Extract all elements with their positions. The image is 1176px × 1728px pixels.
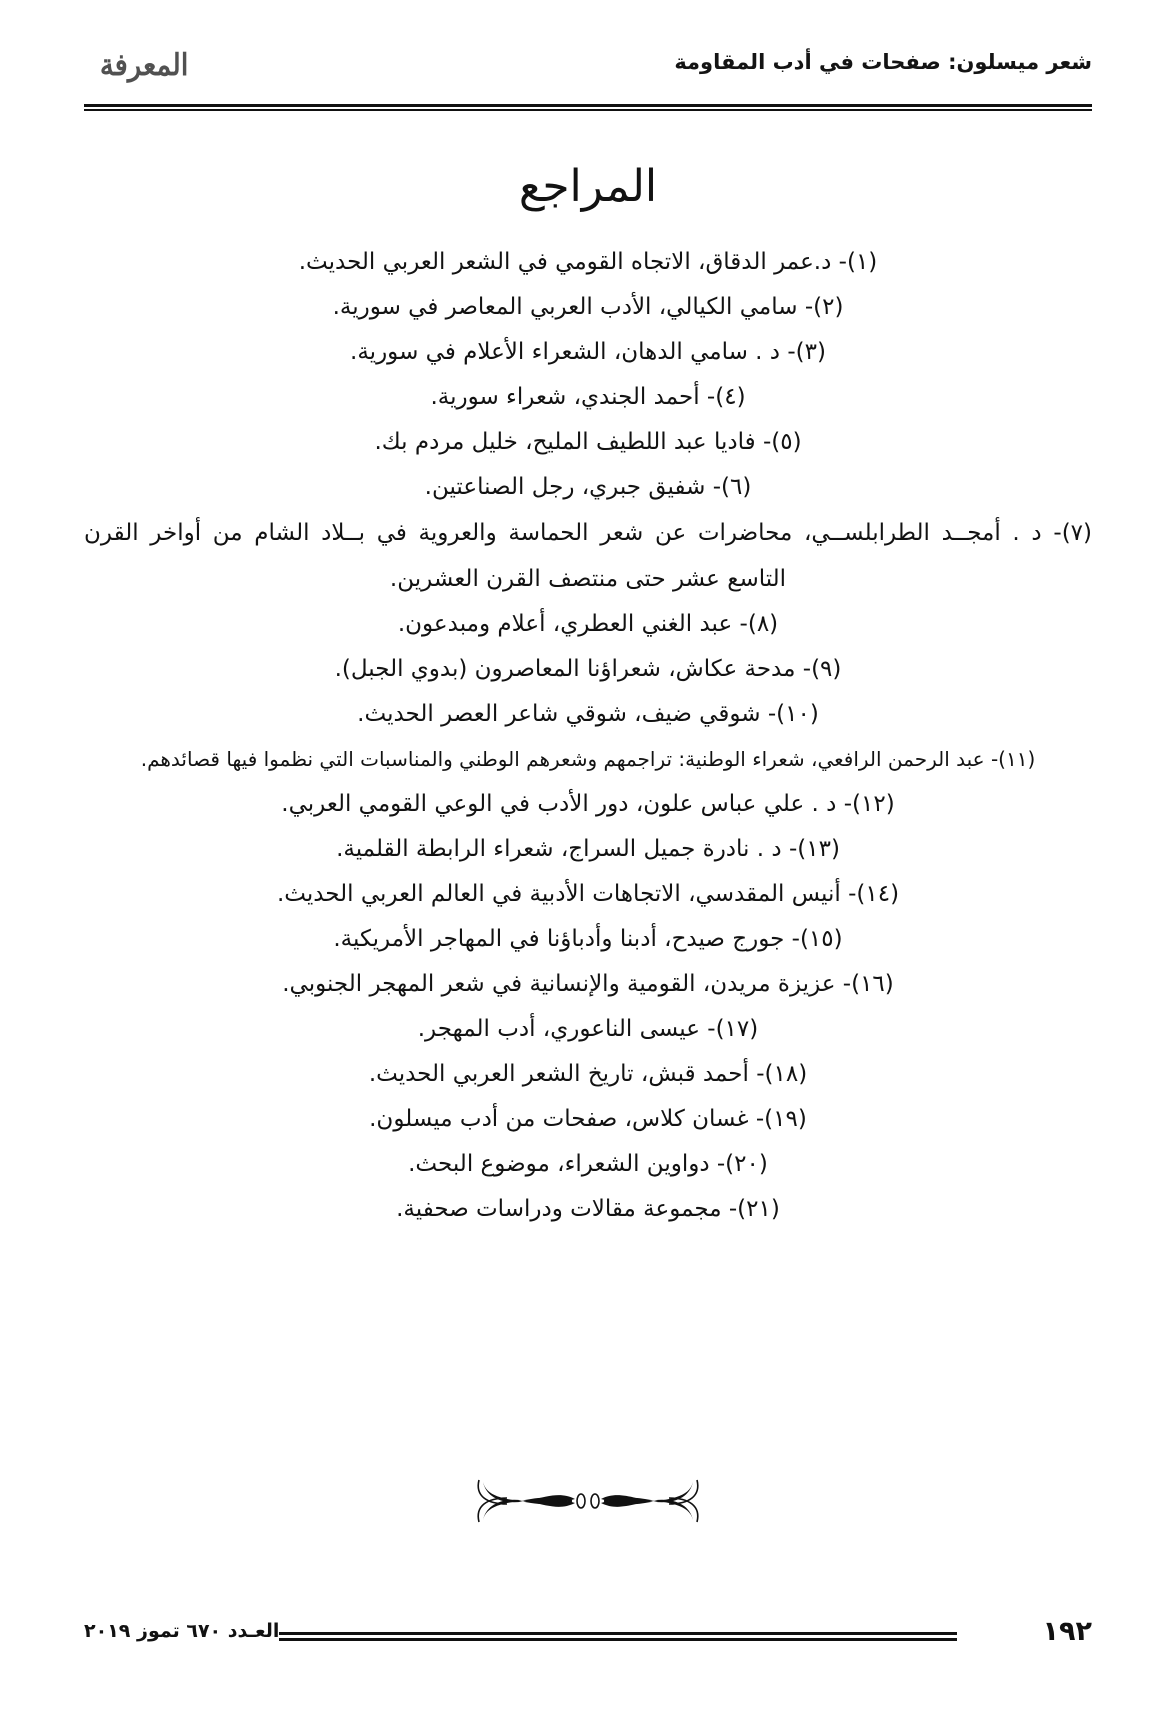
reference-item xyxy=(84,1142,1092,1187)
footer-rule-bottom xyxy=(279,1638,957,1641)
reference-number: (٦)- xyxy=(712,474,752,500)
header-rule-thick xyxy=(84,104,1092,107)
reference-text: عبد الغني العطري، أعلام ومبدعون. xyxy=(397,611,733,637)
reference-item xyxy=(84,420,1092,465)
reference-text: د . سامي الدهان، الشعراء الأعلام في سورية. xyxy=(350,339,781,365)
reference-number: (٢٠)- xyxy=(716,1151,768,1177)
reference-text: د.عمر الدقاق، الاتجاه القومي في الشعر العربي الحديث. xyxy=(298,249,832,275)
masthead-wordmark: المعرفة xyxy=(99,48,189,83)
page-number: ١٩٢ xyxy=(1042,1616,1092,1647)
reference-number: (٨)- xyxy=(739,611,779,637)
reference-number: (١٣)- xyxy=(788,836,840,862)
reference-number: (١٤)- xyxy=(848,881,900,907)
reference-item xyxy=(84,1187,1092,1232)
reference-item xyxy=(84,827,1092,872)
running-head-title: شعر ميسلون: صفحات في أدب المقاومة xyxy=(674,50,1092,74)
reference-item xyxy=(84,510,1092,602)
ornament-divider xyxy=(0,1470,1176,1540)
reference-number: (١٦)- xyxy=(842,971,894,997)
running-head xyxy=(84,46,1092,106)
reference-number: (١٥)- xyxy=(791,926,843,952)
reference-text: أحمد قبش، تاريخ الشعر العربي الحديث. xyxy=(368,1061,749,1087)
issue-label: العـدد ٦٧٠ تموز ٢٠١٩ xyxy=(84,1620,280,1642)
reference-number: (١)- xyxy=(838,249,878,275)
reference-item xyxy=(84,962,1092,1007)
reference-item xyxy=(84,782,1092,827)
footer-divider-rule xyxy=(279,1632,957,1641)
reference-number: (١٧)- xyxy=(707,1016,759,1042)
reference-item xyxy=(84,602,1092,647)
reference-item xyxy=(84,1007,1092,1052)
reference-text: مدحة عكاش، شعراؤنا المعاصرون (بدوي الجبل). xyxy=(334,656,796,682)
reference-text: عيسى الناعوري، أدب المهجر. xyxy=(417,1016,700,1042)
reference-text: غسان كلاس، صفحات من أدب ميسلون. xyxy=(369,1106,749,1132)
reference-number: (٧)- xyxy=(1053,520,1093,546)
reference-text: شفيق جبري، رجل الصناعتين. xyxy=(424,474,706,500)
reference-number: (٩)- xyxy=(802,656,842,682)
reference-text: شوقي ضيف، شوقي شاعر العصر الحديث. xyxy=(357,701,761,727)
reference-item xyxy=(84,465,1092,510)
reference-text: عزيزة مريدن، القومية والإنسانية في شعر المهجر الجنوبي. xyxy=(282,971,836,997)
reference-item xyxy=(84,285,1092,330)
page-footer xyxy=(84,1618,1092,1658)
reference-text: دواوين الشعراء، موضوع البحث. xyxy=(408,1151,710,1177)
reference-text: مجموعة مقالات ودراسات صحفية. xyxy=(396,1196,722,1222)
reference-text: د . علي عباس علون، دور الأدب في الوعي القومي العربي. xyxy=(281,791,837,817)
magazine-logo-icon xyxy=(84,38,204,94)
header-rule-thin xyxy=(84,109,1092,111)
reference-item xyxy=(84,647,1092,692)
reference-number: (١٨)- xyxy=(756,1061,808,1087)
reference-text: جورج صيدح، أدبنا وأدباؤنا في المهاجر الأمريكية. xyxy=(333,926,785,952)
reference-number: (١٩)- xyxy=(755,1106,807,1132)
reference-item xyxy=(84,917,1092,962)
references-list xyxy=(84,240,1092,1232)
footer-rule-top xyxy=(279,1632,957,1635)
reference-item xyxy=(84,872,1092,917)
reference-text: د . نادرة جميل السراج، شعراء الرابطة القلمية. xyxy=(336,836,782,862)
reference-text: د . أمجــد الطرابلســي، محاضرات عن شعر الحماسة والعروية في بــلاد الشام من أواخر القرن التاسع عشر حتى منتصف القرن العشرين. xyxy=(84,520,1042,592)
reference-number: (١٠)- xyxy=(767,701,819,727)
reference-text: أحمد الجندي، شعراء سورية. xyxy=(430,384,700,410)
reference-text: أنيس المقدسي، الاتجاهات الأدبية في العالم العربي الحديث. xyxy=(276,881,841,907)
reference-item xyxy=(84,737,1092,782)
reference-item xyxy=(84,240,1092,285)
reference-number: (٤)- xyxy=(706,384,746,410)
reference-item xyxy=(84,692,1092,737)
reference-number: (٥)- xyxy=(762,429,802,455)
reference-number: (١١)- xyxy=(990,747,1036,771)
reference-item xyxy=(84,1097,1092,1142)
reference-number: (٢)- xyxy=(804,294,844,320)
reference-number: (٢١)- xyxy=(728,1196,780,1222)
reference-text: فاديا عبد اللطيف المليح، خليل مردم بك. xyxy=(374,429,756,455)
reference-item xyxy=(84,375,1092,420)
header-divider-rule xyxy=(84,104,1092,110)
page-title: المراجع xyxy=(518,161,658,213)
reference-item xyxy=(84,330,1092,375)
reference-item xyxy=(84,1052,1092,1097)
reference-number: (١٢)- xyxy=(843,791,895,817)
decorative-flourish-icon xyxy=(473,1470,703,1532)
reference-text: سامي الكيالي، الأدب العربي المعاصر في سورية. xyxy=(332,294,798,320)
reference-number: (٣)- xyxy=(787,339,826,365)
reference-text: عبد الرحمن الرافعي، شعراء الوطنية: تراجمهم وشعرهم الوطني والمناسبات التي نظموا فيها قصائدهم. xyxy=(140,747,985,771)
